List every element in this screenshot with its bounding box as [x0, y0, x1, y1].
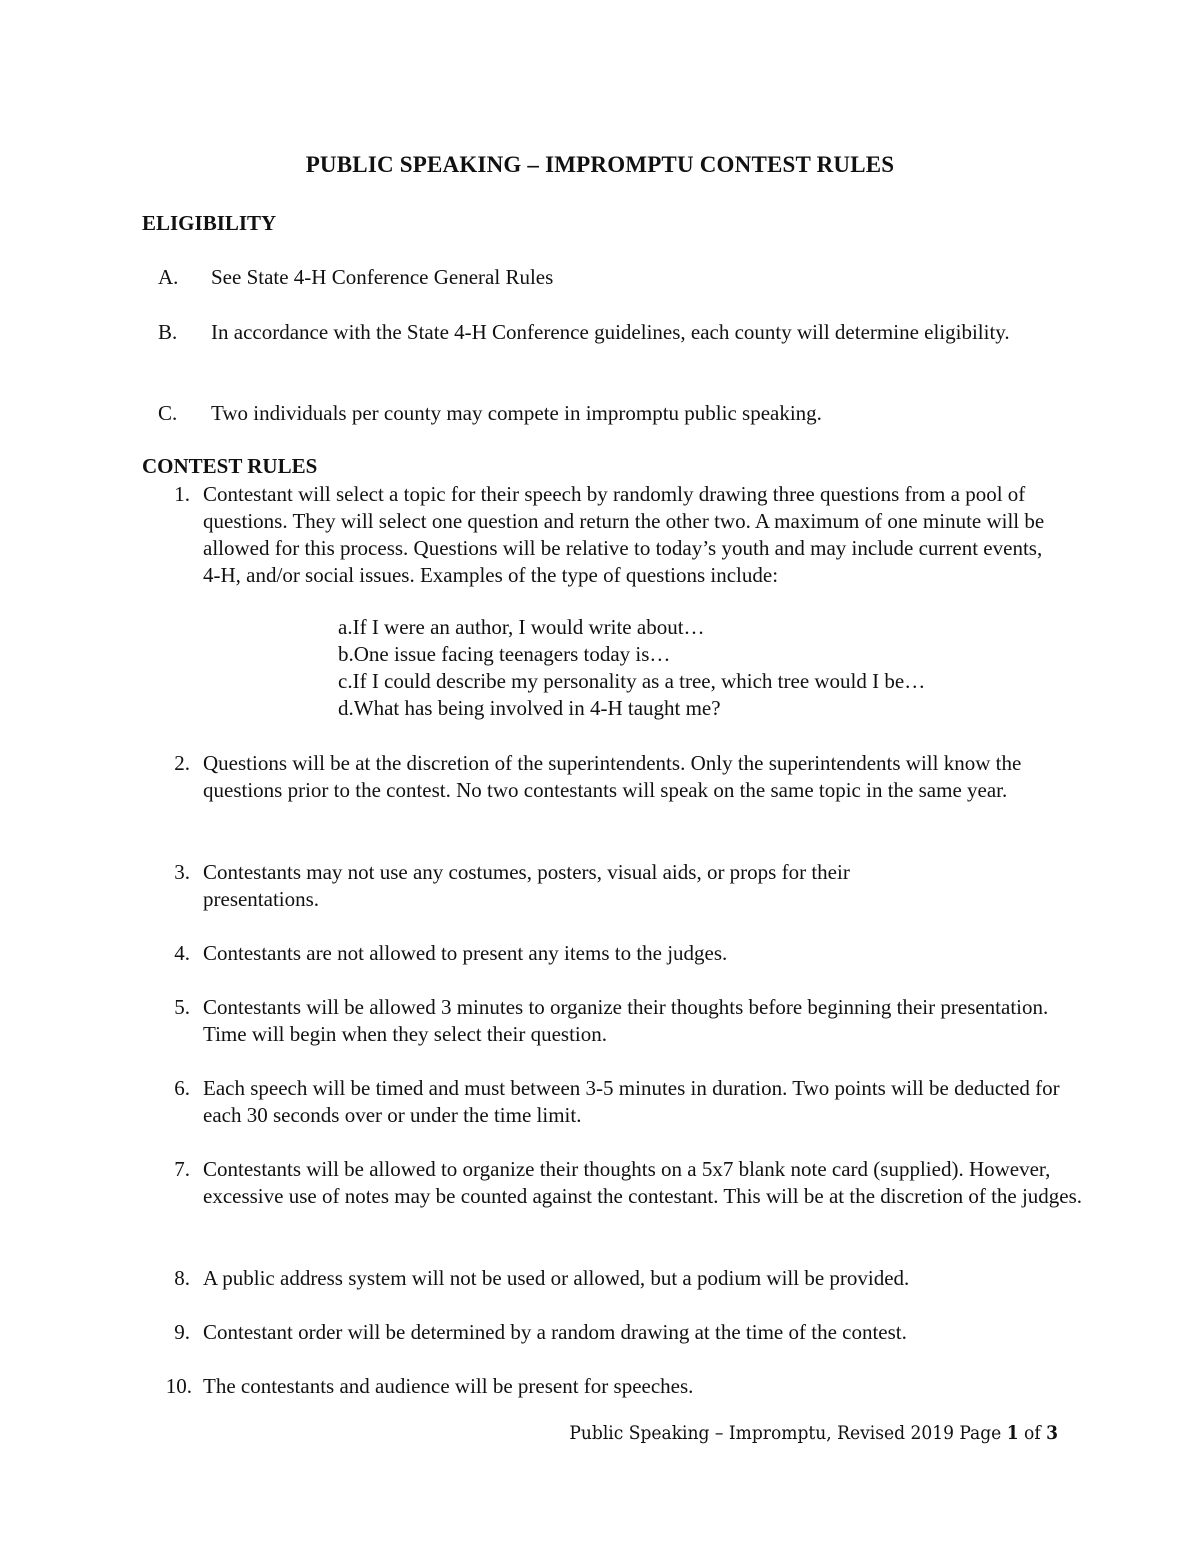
example-text: What has being involved in 4-H taught me?	[353, 696, 721, 720]
rule-number: 2.	[174, 751, 190, 775]
rule-text: Contestants may not use any costumes, posters, visual aids, or props for their presentations.	[203, 860, 850, 911]
footer-text: Public Speaking – Impromptu, Revised 2019 Page	[569, 1422, 1007, 1444]
rule-text: A public address system will not be used or allowed, but a podium will be provided.	[203, 1266, 910, 1290]
rule-item-7	[160, 1156, 1095, 1210]
footer-of: of	[1018, 1422, 1047, 1444]
contest-rules-heading: CONTEST RULES	[142, 454, 318, 478]
item-text: See State 4-H Conference General Rules	[211, 265, 554, 289]
rule-number: 5.	[174, 995, 190, 1019]
rule-item-6	[160, 1075, 1060, 1129]
rule-item-3	[160, 859, 960, 913]
example-letter: b.	[338, 642, 354, 666]
eligibility-item-b	[158, 319, 1018, 346]
eligibility-item-c	[158, 400, 1058, 427]
rule-text: Contestants are not allowed to present any items to the judges.	[203, 941, 728, 965]
rule-text: Contestants will be allowed to organize their thoughts on a 5x7 blank note card (supplied). However, excessive use of notes may be counted against the contestant. This will be at the discretion of the judges.	[203, 1157, 1083, 1208]
example-text: If I were an author, I would write about…	[352, 615, 705, 639]
rule-number: 1.	[174, 482, 190, 506]
eligibility-item-a	[158, 264, 1058, 291]
rule-number: 8.	[174, 1266, 190, 1290]
example-letter: d.	[338, 696, 354, 720]
example-questions-list	[338, 614, 925, 722]
rule-text: Contestants will be allowed 3 minutes to organize their thoughts before beginning their presentation. Time will begin when they select their question.	[203, 995, 1049, 1046]
example-text: One issue facing teenagers today is…	[353, 642, 671, 666]
rule-item-10	[160, 1373, 1070, 1400]
rule-text: Questions will be at the discretion of the superintendents. Only the superintendents will know the questions prior to the contest. No two contestants will speak on the same topic in the same year.	[203, 751, 1022, 802]
rule-number: 3.	[174, 860, 190, 884]
page-title: PUBLIC SPEAKING – IMPROMPTU CONTEST RULES	[305, 152, 895, 177]
example-text: If I could describe my personality as a tree, which tree would I be…	[352, 669, 926, 693]
rule-item-4	[160, 940, 1070, 967]
eligibility-heading: ELIGIBILITY	[142, 211, 277, 235]
item-letter: A.	[158, 265, 179, 289]
page-footer	[569, 1422, 1058, 1444]
rule-item-5	[160, 994, 1050, 1048]
rule-text: Each speech will be timed and must between 3-5 minutes in duration. Two points will be deducted for each 30 seconds over or under the time limit.	[203, 1076, 1060, 1127]
example-question	[338, 668, 925, 695]
example-letter: c.	[338, 669, 353, 693]
example-letter: a.	[338, 615, 353, 639]
rule-item-8	[160, 1265, 1070, 1292]
example-question	[338, 695, 925, 722]
rule-text: Contestant will select a topic for their speech by randomly drawing three questions from a pool of questions. They will select one question and return the other two. A maximum of one minute will be allowed for this process. Questions will be relative to today’s youth and may include current events, 4-H, and/or social issues. Examples of the type of questions include:	[203, 482, 1045, 587]
rule-item-1	[160, 481, 1060, 589]
rule-number: 4.	[174, 941, 190, 965]
example-question	[338, 614, 925, 641]
rule-text: Contestant order will be determined by a random drawing at the time of the contest.	[203, 1320, 907, 1344]
footer-page-total: 3	[1046, 1422, 1058, 1444]
rule-number: 10.	[165, 1374, 192, 1398]
rule-item-2	[160, 750, 1070, 804]
item-text: Two individuals per county may compete in impromptu public speaking.	[211, 401, 822, 425]
rule-number: 7.	[174, 1157, 190, 1181]
rule-number: 9.	[174, 1320, 190, 1344]
item-text: In accordance with the State 4-H Conference guidelines, each county will determine eligibility.	[211, 320, 1010, 344]
footer-page-number: 1	[1006, 1422, 1019, 1444]
example-question	[338, 641, 925, 668]
rule-item-9	[160, 1319, 1070, 1346]
item-letter: B.	[158, 320, 178, 344]
item-letter: C.	[158, 401, 178, 425]
rule-text: The contestants and audience will be present for speeches.	[203, 1374, 694, 1398]
rule-number: 6.	[174, 1076, 190, 1100]
